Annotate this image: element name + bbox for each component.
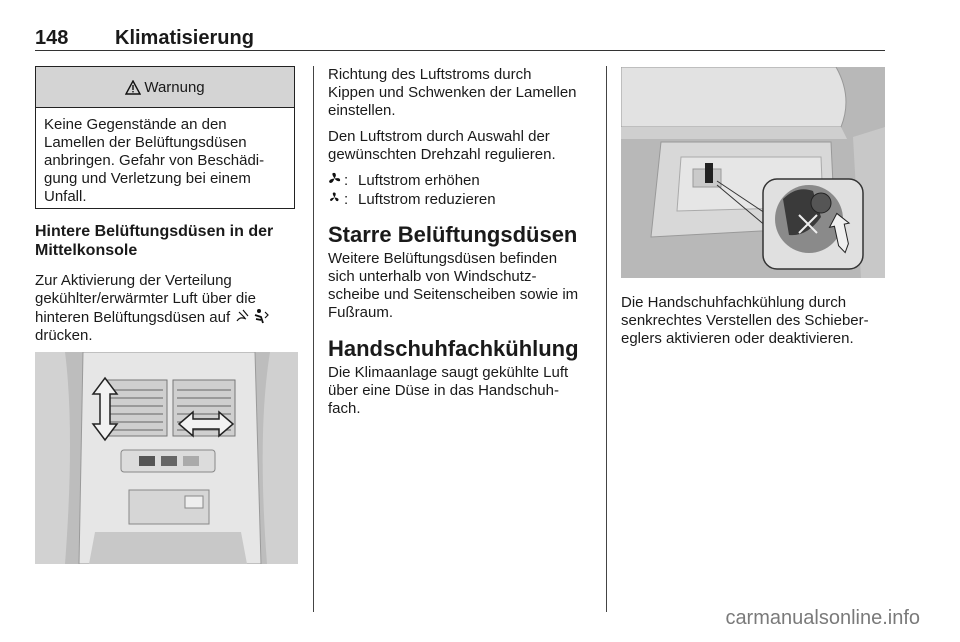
fixed-vents-text: Fußraum. (328, 304, 394, 321)
glovebox-text: Die Klimaanlage saugt gekühlte Luft (328, 364, 569, 381)
warning-line: Unfall. (44, 188, 87, 205)
fan-high-icon (328, 172, 344, 190)
glovebox-text: fach. (328, 400, 361, 417)
column-divider-1 (313, 66, 314, 612)
rear-vents-text: drücken. (35, 327, 93, 344)
column-divider-2 (606, 66, 607, 612)
warning-title: Warnung (144, 78, 205, 96)
warning-header (36, 67, 294, 108)
airflow-item: : Luftstrom erhöhen (328, 172, 598, 191)
rear-vents-text: Zur Aktivierung der Verteilung (35, 272, 232, 289)
rear-console-vents-figure (35, 352, 298, 564)
page-number: 148 (35, 27, 69, 49)
airflow-text: gewünschten Drehzahl regulieren. (328, 146, 556, 163)
airflow-text: Richtung des Luftstroms durch (328, 66, 532, 83)
warning-triangle-icon (125, 80, 141, 95)
header-rule (35, 50, 885, 51)
caption-line: eglers aktivieren oder deaktivieren. (621, 330, 854, 347)
airflow-text: Den Luftstrom durch Auswahl der (328, 128, 550, 145)
rear-vents-text: gekühlter/erwärmter Luft über die (35, 290, 256, 307)
airflow-item: : Luftstrom reduzieren (328, 191, 598, 210)
fixed-vents-text: scheibe und Seitenscheiben sowie im (328, 286, 579, 303)
warning-text (36, 108, 294, 214)
glovebox-text: über eine Düse in das Handschuh- (328, 382, 559, 399)
warning-line: Lamellen der Belüftungsdüsen (44, 134, 247, 151)
airflow-item-label: Luftstrom reduzieren (358, 191, 496, 208)
fixed-vents-text: Weitere Belüftungsdüsen befinden (328, 250, 558, 267)
rear-vents-heading: Hintere Belüftungsdüsen in der Mittelkonsole (35, 223, 274, 259)
watermark: carmanualsonline.info (725, 607, 920, 629)
warning-line: gung und Verletzung bei einem (44, 170, 251, 187)
fan-low-icon (328, 191, 344, 209)
caption-line: senkrechtes Verstellen des Schieber- (621, 312, 869, 329)
airflow-text: Kippen und Schwenken der Lamellen (328, 84, 577, 101)
rear-vents-text: hinteren Belüftungsdüsen auf (35, 308, 300, 327)
glovebox-cooling-figure (621, 67, 885, 278)
fixed-vents-heading: Starre Belüftungsdüsen (328, 222, 578, 247)
airflow-text: einstellen. (328, 102, 396, 119)
airflow-item-label: Luftstrom erhöhen (358, 172, 480, 189)
warning-box (35, 66, 295, 209)
rear-vents-section (35, 222, 300, 345)
rear-air-distribution-icon (234, 308, 270, 324)
page-header (35, 27, 885, 51)
fixed-vents-text: sich unterhalb von Windschutz- (328, 268, 537, 285)
warning-line: anbringen. Gefahr von Beschädi- (44, 152, 265, 169)
chapter-title: Klimatisierung (115, 27, 254, 49)
glovebox-heading: Handschuhfachkühlung (328, 336, 579, 361)
warning-line: Keine Gegenstände an den (44, 116, 227, 133)
glovebox-caption (621, 294, 891, 348)
caption-line: Die Handschuhfachkühlung durch (621, 294, 847, 311)
middle-column (328, 66, 598, 418)
